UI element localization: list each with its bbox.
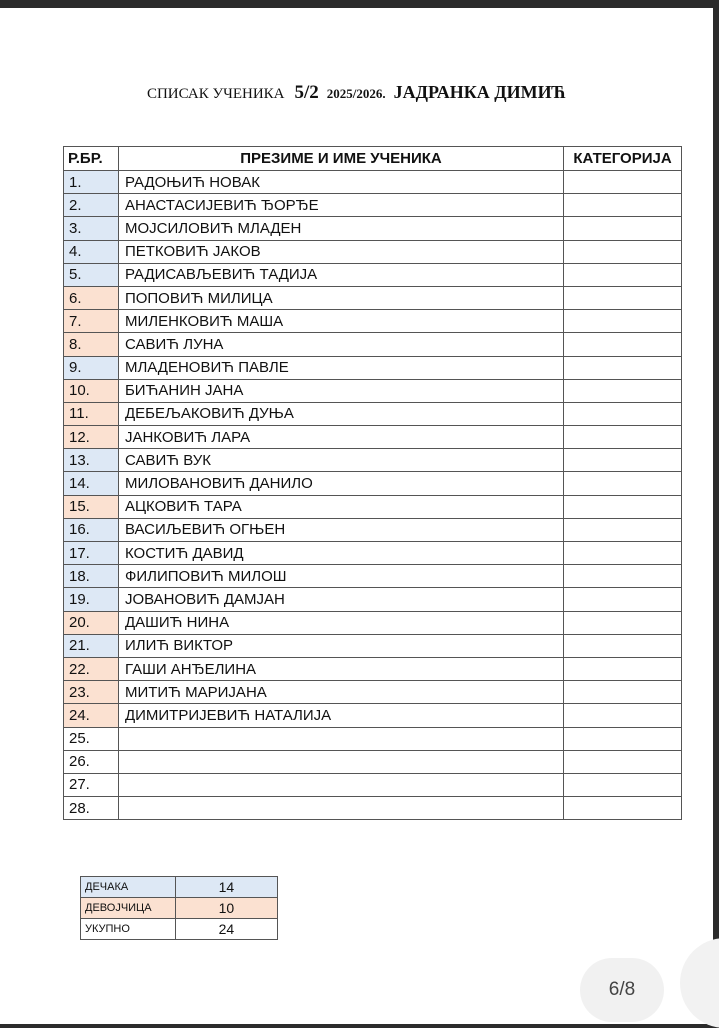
student-category: [564, 426, 682, 449]
title-year: 2025/2026.: [326, 86, 386, 101]
student-name: РАДОЊИЋ НОВАК: [118, 171, 563, 194]
student-name: РАДИСАВЉЕВИЋ ТАДИЈА: [118, 263, 563, 286]
student-category: [564, 217, 682, 240]
table-row: [64, 333, 682, 356]
student-name: [118, 750, 563, 773]
student-category: [564, 797, 682, 820]
student-category: [564, 657, 682, 680]
student-name: [118, 773, 563, 796]
student-name: ВАСИЉЕВИЋ ОГЊЕН: [118, 518, 563, 541]
summary-value: 24: [175, 919, 277, 940]
row-number: 8.: [64, 333, 119, 356]
row-number: 1.: [64, 171, 119, 194]
document-page: [0, 8, 713, 1024]
student-name: ЈОВАНОВИЋ ДАМЈАН: [118, 588, 563, 611]
student-category: [564, 310, 682, 333]
summary-value: 14: [175, 877, 277, 898]
table-row: [64, 611, 682, 634]
row-number: 12.: [64, 426, 119, 449]
table-body: [64, 171, 682, 820]
student-name: ПОПОВИЋ МИЛИЦА: [118, 286, 563, 309]
header-category: КАТЕГОРИЈА: [564, 147, 682, 171]
student-name: ЈАНКОВИЋ ЛАРА: [118, 426, 563, 449]
student-category: [564, 495, 682, 518]
title-prefix: СПИСАК УЧЕНИКА: [146, 86, 285, 102]
table-row: [64, 657, 682, 680]
summary-label: УКУПНО: [81, 919, 176, 940]
student-name: [118, 727, 563, 750]
student-list-table: [63, 146, 682, 820]
row-number: 21.: [64, 634, 119, 657]
row-number: 27.: [64, 773, 119, 796]
student-category: [564, 681, 682, 704]
row-number: 7.: [64, 310, 119, 333]
student-category: [564, 773, 682, 796]
student-category: [564, 379, 682, 402]
table-row: [64, 727, 682, 750]
row-number: 5.: [64, 263, 119, 286]
student-name: АНАСТАСИЈЕВИЋ ЂОРЂЕ: [118, 194, 563, 217]
table-row: [64, 704, 682, 727]
table-row: [64, 286, 682, 309]
student-name: [118, 797, 563, 820]
student-category: [564, 611, 682, 634]
student-category: [564, 634, 682, 657]
student-category: [564, 542, 682, 565]
table-row: [64, 240, 682, 263]
student-category: [564, 240, 682, 263]
student-category: [564, 472, 682, 495]
table-row: [64, 263, 682, 286]
table-row: [64, 565, 682, 588]
table-row: [64, 750, 682, 773]
row-number: 18.: [64, 565, 119, 588]
student-name: БИЋАНИН ЈАНА: [118, 379, 563, 402]
summary-row: [81, 919, 278, 940]
student-category: [564, 750, 682, 773]
row-number: 23.: [64, 681, 119, 704]
summary-label: ДЕЧАКА: [81, 877, 176, 898]
table-row: [64, 379, 682, 402]
summary-value: 10: [175, 898, 277, 919]
row-number: 24.: [64, 704, 119, 727]
row-number: 11.: [64, 402, 119, 425]
table-row: [64, 773, 682, 796]
row-number: 22.: [64, 657, 119, 680]
table-row: [64, 449, 682, 472]
table-row: [64, 634, 682, 657]
document-title: [0, 82, 713, 104]
table-row: [64, 681, 682, 704]
table-row: [64, 495, 682, 518]
student-name: ГАШИ АНЂЕЛИНА: [118, 657, 563, 680]
row-number: 20.: [64, 611, 119, 634]
student-name: ДАШИЋ НИНА: [118, 611, 563, 634]
window-edge: [713, 0, 719, 1024]
row-number: 16.: [64, 518, 119, 541]
student-category: [564, 588, 682, 611]
student-category: [564, 333, 682, 356]
row-number: 4.: [64, 240, 119, 263]
table-row: [64, 217, 682, 240]
student-name: ДИМИТРИЈЕВИЋ НАТАЛИЈА: [118, 704, 563, 727]
student-name: ДЕБЕЉАКОВИЋ ДУЊА: [118, 402, 563, 425]
table-row: [64, 472, 682, 495]
header-number: Р.БР.: [64, 147, 119, 171]
row-number: 9.: [64, 356, 119, 379]
table-header-row: [64, 147, 682, 171]
table-row: [64, 542, 682, 565]
row-number: 19.: [64, 588, 119, 611]
student-category: [564, 402, 682, 425]
student-category: [564, 171, 682, 194]
student-name: МИЛЕНКОВИЋ МАША: [118, 310, 563, 333]
table-row: [64, 194, 682, 217]
student-name: САВИЋ ЛУНА: [118, 333, 563, 356]
row-number: 28.: [64, 797, 119, 820]
student-category: [564, 286, 682, 309]
row-number: 3.: [64, 217, 119, 240]
title-teacher: ЈАДРАНКА ДИМИЋ: [393, 82, 567, 102]
summary-row: [81, 877, 278, 898]
student-name: ФИЛИПОВИЋ МИЛОШ: [118, 565, 563, 588]
table-row: [64, 518, 682, 541]
summary-table: [80, 876, 278, 940]
student-name: САВИЋ ВУК: [118, 449, 563, 472]
row-number: 2.: [64, 194, 119, 217]
student-name: МОЈСИЛОВИЋ МЛАДЕН: [118, 217, 563, 240]
table-row: [64, 797, 682, 820]
row-number: 17.: [64, 542, 119, 565]
summary-label: ДЕВОЈЧИЦА: [81, 898, 176, 919]
page-indicator: 6/8: [580, 958, 664, 1022]
student-category: [564, 704, 682, 727]
table-row: [64, 426, 682, 449]
header-name: ПРЕЗИМЕ И ИМЕ УЧЕНИКА: [118, 147, 563, 171]
table-row: [64, 171, 682, 194]
student-name: МИЛОВАНОВИЋ ДАНИЛО: [118, 472, 563, 495]
row-number: 13.: [64, 449, 119, 472]
student-category: [564, 565, 682, 588]
student-name: МЛАДЕНОВИЋ ПАВЛЕ: [118, 356, 563, 379]
row-number: 10.: [64, 379, 119, 402]
student-name: ПЕТКОВИЋ ЈАКОВ: [118, 240, 563, 263]
student-name: ИЛИЋ ВИКТОР: [118, 634, 563, 657]
title-class: 5/2: [294, 82, 319, 103]
summary-row: [81, 898, 278, 919]
table-row: [64, 588, 682, 611]
student-category: [564, 449, 682, 472]
student-name: МИТИЋ МАРИЈАНА: [118, 681, 563, 704]
student-category: [564, 263, 682, 286]
student-category: [564, 356, 682, 379]
student-name: КОСТИЋ ДАВИД: [118, 542, 563, 565]
row-number: 26.: [64, 750, 119, 773]
row-number: 6.: [64, 286, 119, 309]
table-row: [64, 310, 682, 333]
table-row: [64, 356, 682, 379]
student-category: [564, 727, 682, 750]
row-number: 25.: [64, 727, 119, 750]
row-number: 15.: [64, 495, 119, 518]
student-category: [564, 518, 682, 541]
student-category: [564, 194, 682, 217]
student-name: АЦКОВИЋ ТАРА: [118, 495, 563, 518]
table-row: [64, 402, 682, 425]
row-number: 14.: [64, 472, 119, 495]
